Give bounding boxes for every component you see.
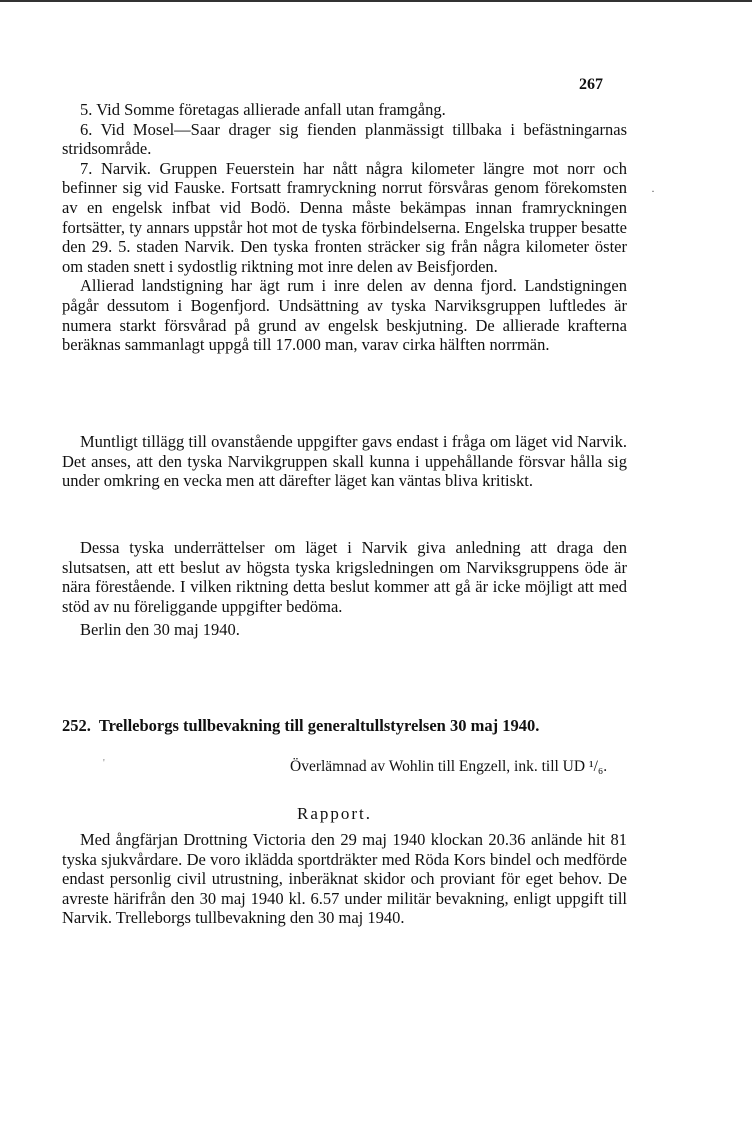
report-body <box>62 830 627 928</box>
top-border-line <box>0 0 752 2</box>
item-6: 6. Vid Mosel—Saar drager sig fienden planmässigt tillbaka i befästningarnas stridsområde. <box>62 119 627 159</box>
margin-mark-2: ' <box>103 758 105 769</box>
oral-supplement <box>62 432 627 491</box>
section-title <box>62 716 632 736</box>
section-title-text: Trelleborgs tullbevakning till generaltullstyrelsen 30 maj 1940. <box>98 716 540 735</box>
paragraph-muntligt: Muntligt tillägg till ovanstående uppgifter gavs endast i fråga om läget vid Narvik. Det anses, att den tyska Narvikgruppen skall kunna i uppehållande försvar hålla sig under omkring en vecka men att därefter läget kan väntas bliva kritiskt. <box>62 432 627 491</box>
transmission-note: Överlämnad av Wohlin till Engzell, ink. till UD ¹/₆. <box>290 758 608 775</box>
report-items <box>62 100 627 355</box>
conclusion <box>62 538 627 640</box>
report-heading: Rapport. <box>297 804 373 823</box>
item-5: 5. Vid Somme företagas allierade anfall utan framgång. <box>80 100 446 119</box>
section-number: 252. <box>62 716 91 735</box>
item-7: 7. Narvik. Gruppen Feuerstein har nått några kilometer längre mot norr och befinner sig vid Fauske. Fortsatt framryckning norrut försvåras genom förekomsten av en engelsk infbat vid Bodö. Denna måste bekämpas innan framryckningen fortsätter, ty annars uppstår hot mot de tyska förbindelserna. Engelska trupper besatte den 29. 5. staden Narvik. Den tyska fronten sträcker sig från några kilometer öster om staden snett i sydostlig riktning mot inre delen av Beisfjorden. <box>62 158 627 276</box>
page-number: 267 <box>579 76 603 93</box>
paragraph-dessa: Dessa tyska underrättelser om läget i Narvik giva anledning att draga den slutsatsen, att ett beslut av högsta tyska krigsledningen om Narviksgruppens öde är nära förestående. I vilken riktning detta beslut kommer att gå är icke möjligt att med stöd av nu föreliggande uppgifter bedöma. <box>62 538 627 616</box>
paragraph-rapport: Med ångfärjan Drottning Victoria den 29 maj 1940 klockan 20.36 anlände hit 81 tyska sjukvårdare. De voro iklädda sportdräkter med Röda Kors bindel och medförde endast personlig civil utrustning, inberäknat skidor och proviant för eget behov. De avreste härifrån den 30 maj 1940 kl. 6.57 under militär bevakning, enligt uppgift till Narvik. Trelleborgs tullbevakning den 30 maj 1940. <box>62 830 627 928</box>
item-7-continuation: Allierad landstigning har ägt rum i inre delen av denna fjord. Landstigningen pågår dessutom i Bogenfjord. Undsättning av tyska Narviksgruppen luftledes är numera starkt försvårad på grund av engelsk beskjutning. De allierade krafterna beräknas sammanlagt uppgå till 17.000 man, varav cirka hälften norrmän. <box>62 276 627 355</box>
margin-mark: · <box>651 184 655 198</box>
signoff: Berlin den 30 maj 1940. <box>80 620 240 640</box>
